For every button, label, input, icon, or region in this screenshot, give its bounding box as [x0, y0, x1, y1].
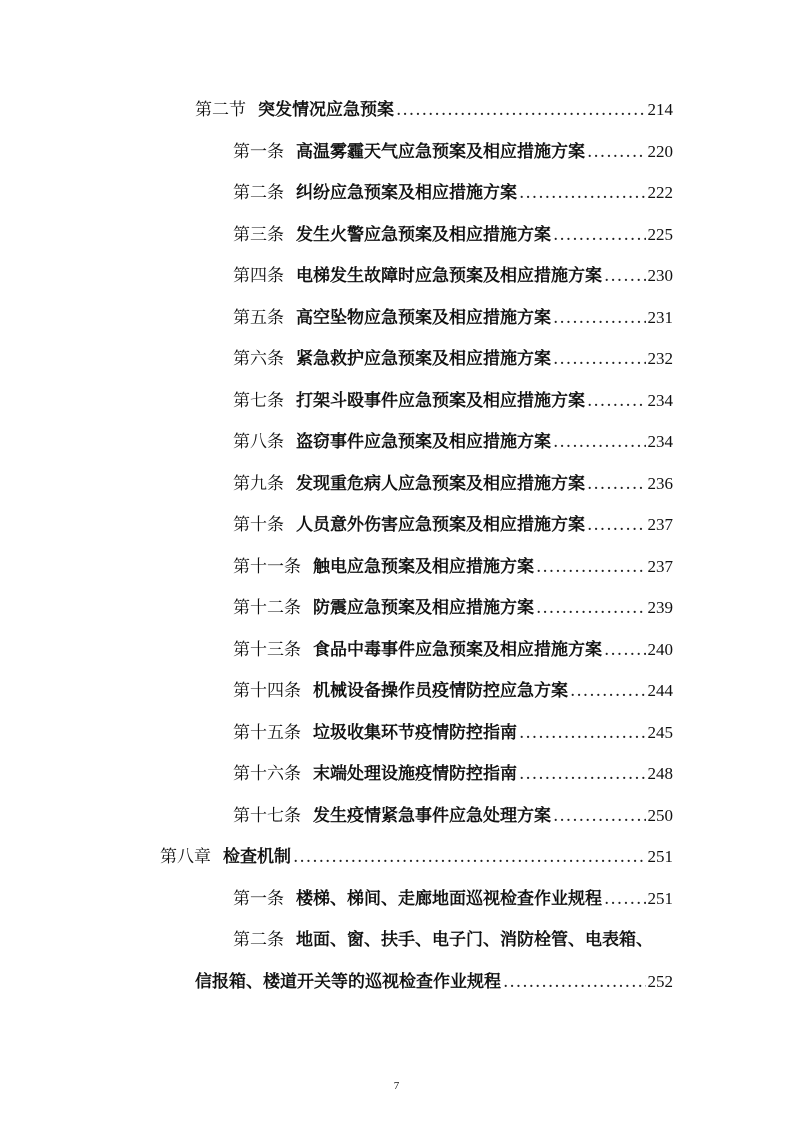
dot-leader [536, 552, 646, 582]
toc-entry-label: 第二条 [233, 930, 284, 950]
toc-entry-page-number: 236 [647, 473, 673, 493]
toc-entry-page-number: 244 [647, 681, 673, 700]
toc-entry[interactable] [233, 884, 673, 914]
toc-entry[interactable] [233, 220, 673, 250]
page-footer-number: 7 [393, 1080, 400, 1092]
toc-entry-page-number: 251 [647, 888, 673, 908]
toc-entry-page-number: 231 [647, 307, 673, 327]
dot-leader [587, 469, 646, 499]
toc-entry-title: 地面、窗、扶手、电子门、消防栓管、电表箱、 [296, 930, 653, 950]
toc-entry-page-number: 250 [647, 805, 673, 825]
toc-entry[interactable] [233, 801, 673, 831]
dot-leader [587, 386, 646, 416]
toc-entry-title: 发现重危病人应急预案及相应措施方案 [296, 473, 585, 494]
dot-leader [604, 884, 646, 914]
toc-entry-title: 垃圾收集环节疫情防控指南 [313, 722, 517, 743]
toc-entry-page-number: 239 [647, 598, 673, 617]
toc-entry[interactable] [233, 635, 673, 665]
toc-entry-label: 第十五条 [233, 722, 301, 743]
toc-entry-label: 第二条 [233, 183, 284, 203]
toc-entry-wrapped-line1[interactable] [233, 925, 683, 955]
dot-leader [519, 759, 646, 789]
toc-entry-label: 第四条 [233, 266, 284, 286]
toc-entry-title: 触电应急预案及相应措施方案 [313, 556, 534, 577]
toc-entry-label: 第十二条 [233, 598, 301, 618]
toc-entry-label: 第八章 [160, 847, 211, 867]
toc-entry-page-number: 232 [647, 349, 673, 368]
toc-entry-page-number: 237 [647, 515, 673, 534]
toc-entry-page-number: 230 [647, 266, 673, 285]
dot-leader [503, 967, 646, 997]
toc-entry[interactable] [233, 593, 673, 623]
toc-entry-title: 发生疫情紧急事件应急处理方案 [313, 805, 551, 826]
toc-entry[interactable] [233, 510, 673, 540]
toc-entry-page-number: 248 [647, 764, 673, 783]
toc-entry-title: 楼梯、梯间、走廊地面巡视检查作业规程 [296, 888, 602, 909]
toc-entry-title: 打架斗殴事件应急预案及相应措施方案 [296, 390, 585, 411]
toc-entry-label: 第五条 [233, 307, 284, 328]
dot-leader [604, 635, 646, 665]
toc-entry-title: 紧急救护应急预案及相应措施方案 [296, 349, 551, 369]
toc-entry[interactable] [233, 344, 673, 374]
toc-entry-page-number: 222 [647, 183, 673, 202]
dot-leader [519, 178, 646, 208]
dot-leader [587, 137, 646, 167]
dot-leader [570, 676, 646, 706]
toc-entry-label: 第十七条 [233, 805, 301, 826]
toc-entry[interactable] [233, 759, 673, 789]
dot-leader [553, 220, 646, 250]
toc-entry-title: 人员意外伤害应急预案及相应措施方案 [296, 515, 585, 535]
toc-entry-title: 信报箱、楼道开关等的巡视检查作业规程 [195, 971, 501, 992]
toc-entry[interactable] [233, 261, 673, 291]
toc-entry-page-number: 214 [647, 100, 673, 119]
toc-entry-title: 机械设备操作员疫情防控应急方案 [313, 681, 568, 701]
toc-entry[interactable] [160, 842, 673, 872]
toc-entry-label: 第十三条 [233, 639, 301, 660]
dot-leader [293, 842, 646, 872]
toc-entry[interactable] [233, 386, 673, 416]
toc-entry-label: 第一条 [233, 141, 284, 162]
toc-entry-title: 盗窃事件应急预案及相应措施方案 [296, 432, 551, 452]
toc-entry-title: 防震应急预案及相应措施方案 [313, 598, 534, 618]
toc-entry-title: 发生火警应急预案及相应措施方案 [296, 224, 551, 245]
toc-entry[interactable] [233, 178, 673, 208]
toc-entry-title: 电梯发生故障时应急预案及相应措施方案 [296, 266, 602, 286]
toc-entry-label: 第八条 [233, 432, 284, 452]
toc-entry-label: 第三条 [233, 224, 284, 245]
toc-entry[interactable] [233, 676, 673, 706]
toc-entry-title: 高温雾霾天气应急预案及相应措施方案 [296, 141, 585, 162]
toc-entry-label: 第七条 [233, 390, 284, 411]
dot-leader [553, 801, 646, 831]
toc-entry-label: 第六条 [233, 349, 284, 369]
toc-entry[interactable] [195, 95, 673, 125]
toc-entry-page-number: 225 [647, 224, 673, 244]
dot-leader [587, 510, 646, 540]
toc-entry-title: 末端处理设施疫情防控指南 [313, 764, 517, 784]
dot-leader [519, 718, 646, 748]
toc-entry-label: 第一条 [233, 888, 284, 909]
toc-entry-title: 食品中毒事件应急预案及相应措施方案 [313, 639, 602, 660]
toc-entry[interactable] [233, 469, 673, 499]
toc-entry-page-number: 234 [647, 432, 673, 451]
toc-entry-wrapped-line2[interactable] [195, 967, 673, 997]
toc-entry-page-number: 240 [647, 639, 673, 659]
dot-leader [604, 261, 646, 291]
toc-entry-label: 第十四条 [233, 681, 301, 701]
toc-entry-page-number: 237 [647, 556, 673, 576]
toc-entry-page-number: 234 [647, 390, 673, 410]
toc-entry[interactable] [233, 427, 673, 457]
toc-entry-title: 纠纷应急预案及相应措施方案 [296, 183, 517, 203]
dot-leader [553, 303, 646, 333]
toc-entry-title: 检查机制 [223, 847, 291, 867]
dot-leader [396, 95, 646, 125]
toc-entry-label: 第二节 [195, 100, 246, 120]
dot-leader [553, 427, 646, 457]
toc-entry-label: 第十条 [233, 515, 284, 535]
toc-entry-page-number: 252 [647, 971, 673, 991]
toc-entry-label: 第九条 [233, 473, 284, 494]
toc-entry-label: 第十一条 [233, 556, 301, 577]
dot-leader [536, 593, 646, 623]
toc-entry-page-number: 220 [647, 141, 673, 161]
toc-entry[interactable] [233, 718, 673, 748]
toc-entry[interactable] [233, 303, 673, 333]
toc-entry-title: 突发情况应急预案 [258, 100, 394, 120]
toc-entry[interactable] [233, 552, 673, 582]
toc-entry-label: 第十六条 [233, 764, 301, 784]
toc-entry-page-number: 251 [647, 847, 673, 866]
dot-leader [553, 344, 646, 374]
toc-entry-title: 高空坠物应急预案及相应措施方案 [296, 307, 551, 328]
toc-entry[interactable] [233, 137, 673, 167]
toc-entry-page-number: 245 [647, 722, 673, 742]
